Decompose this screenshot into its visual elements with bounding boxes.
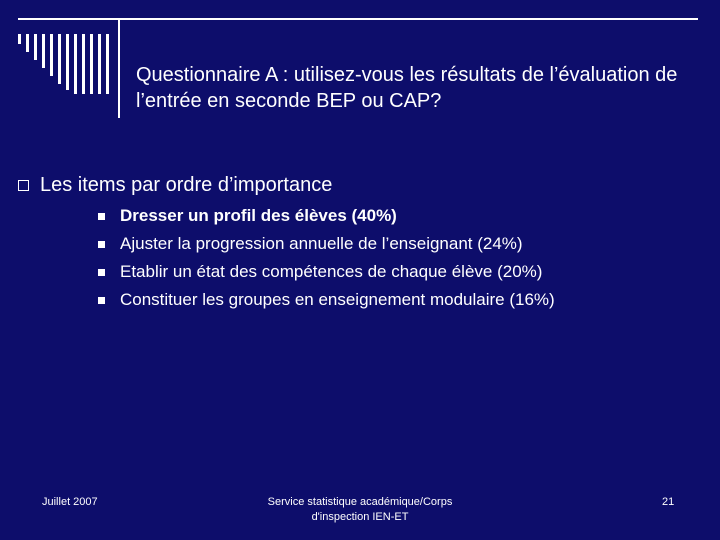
- comb-bar: [58, 34, 61, 84]
- top-rule: [18, 18, 698, 20]
- list-item-text: Ajuster la progression annuelle de l’enseignant (24%): [120, 234, 523, 253]
- square-bullet-icon: [98, 213, 105, 220]
- comb-bar: [34, 34, 37, 60]
- list-item: [98, 286, 698, 314]
- list-item: [98, 202, 698, 230]
- bullet-level1: [18, 172, 698, 198]
- list-item: [98, 230, 698, 258]
- square-bullet-icon: [98, 269, 105, 276]
- decorative-comb: [18, 34, 118, 94]
- footer-source-line2: d'inspection IEN-ET: [311, 511, 409, 523]
- comb-bar: [26, 34, 29, 52]
- square-bullet-icon: [98, 297, 105, 304]
- list-item-text: Etablir un état des compétences de chaque élève (20%): [120, 262, 543, 281]
- list-item-text: Constituer les groupes en enseignement modulaire (16%): [120, 290, 555, 309]
- comb-bar: [50, 34, 53, 76]
- comb-bar: [106, 34, 109, 94]
- list-item-text: Dresser un profil des élèves (40%): [120, 206, 397, 225]
- footer-source: [230, 495, 490, 525]
- page-number: 21: [662, 496, 675, 508]
- sub-bullet-list: [98, 202, 698, 314]
- square-bullet-icon: [98, 241, 105, 248]
- comb-bar: [74, 34, 77, 94]
- comb-bar: [18, 34, 21, 44]
- footer-source-line1: Service statistique académique/Corps: [267, 496, 453, 508]
- comb-bar: [98, 34, 101, 94]
- slide-title: Questionnaire A : utilisez-vous les résultats de l’évaluation de l’entrée en seconde BEP ou CAP?: [136, 64, 678, 112]
- hollow-square-bullet-icon: [18, 180, 29, 191]
- comb-bar: [82, 34, 85, 94]
- comb-bar: [90, 34, 93, 94]
- comb-bar: [42, 34, 45, 68]
- comb-bar: [66, 34, 69, 90]
- bullet-level1-text: Les items par ordre d’importance: [40, 174, 333, 196]
- vertical-rule: [118, 18, 120, 118]
- footer-date: Juillet 2007: [42, 496, 98, 508]
- list-item: [98, 258, 698, 286]
